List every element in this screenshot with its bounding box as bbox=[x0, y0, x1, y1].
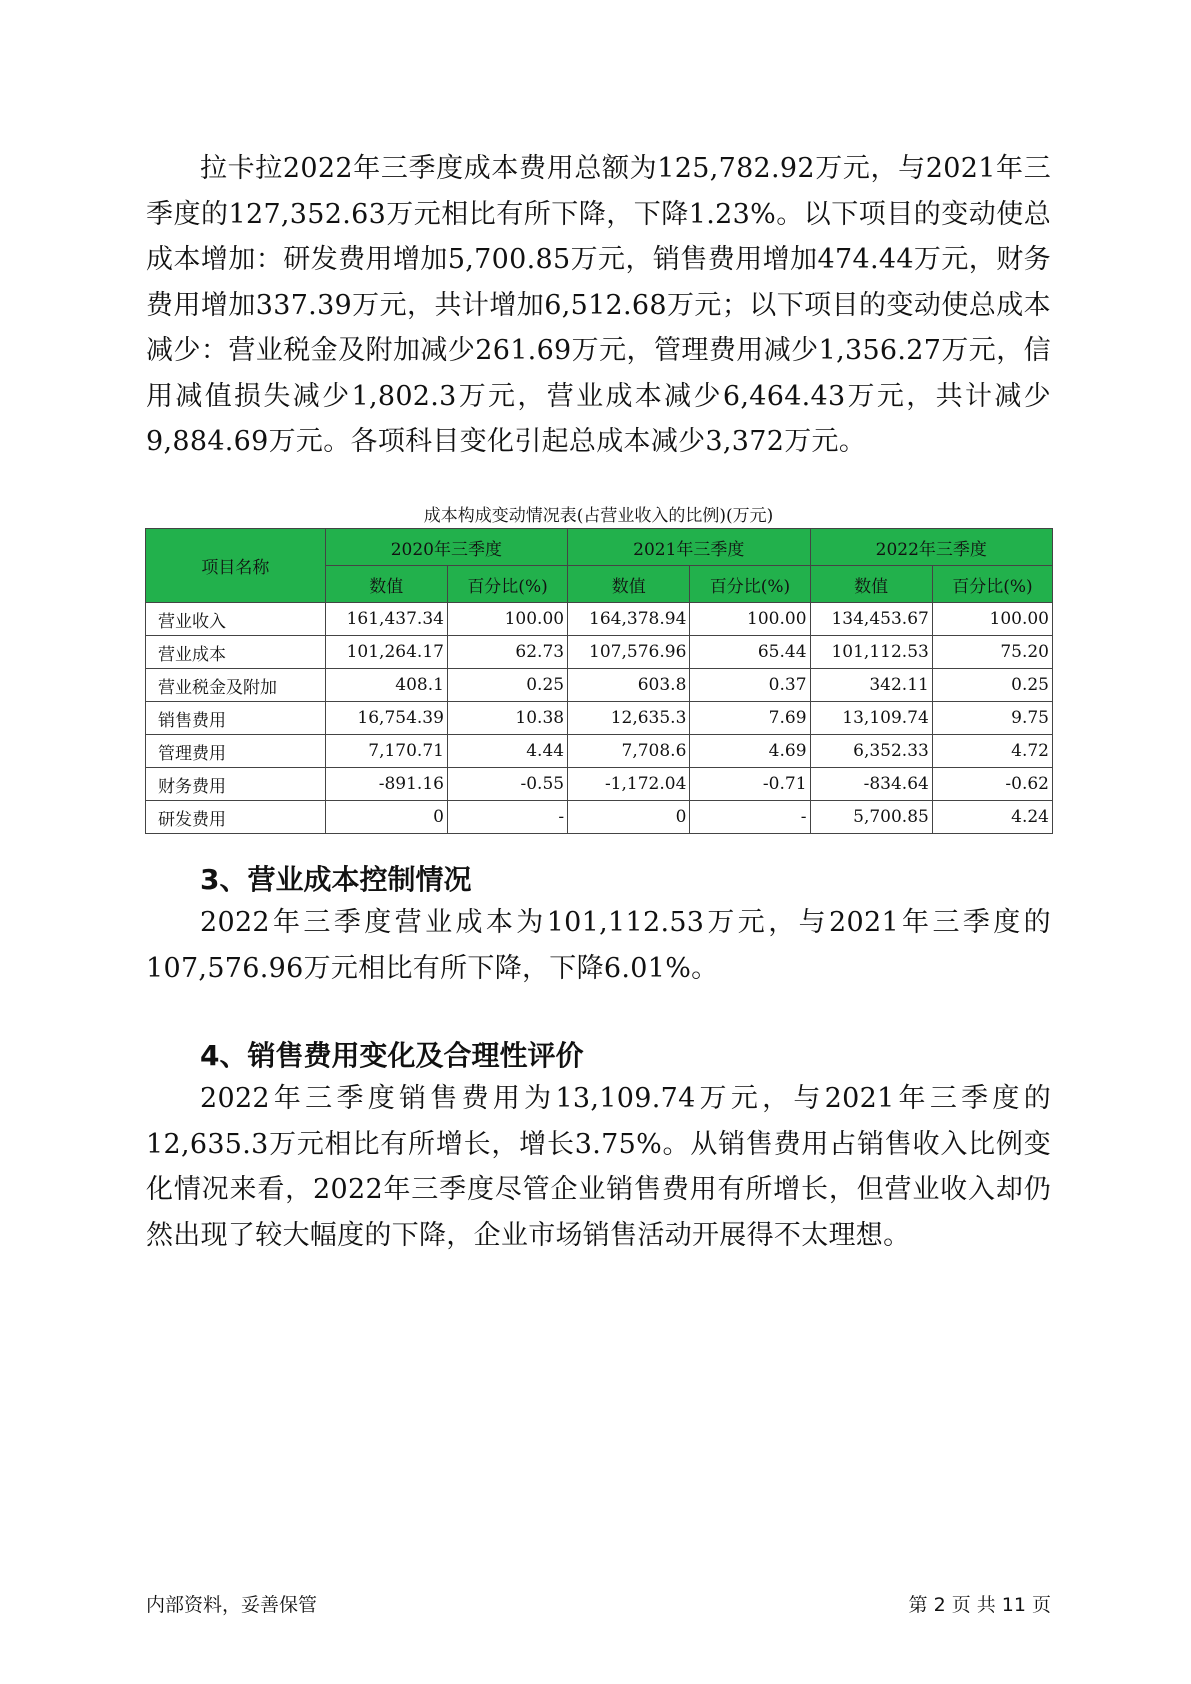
cell: 0.37 bbox=[690, 669, 810, 702]
cell: -891.16 bbox=[325, 768, 447, 801]
paragraph-operating-cost: 2022年三季度营业成本为101,112.53万元，与2021年三季度的107,576.96万元相比有所下降，下降6.01%。 bbox=[146, 907, 1051, 984]
table-row bbox=[146, 669, 1053, 702]
table-row bbox=[146, 702, 1053, 735]
cell: 12,635.3 bbox=[568, 702, 690, 735]
cell: 100.00 bbox=[690, 603, 810, 636]
table-caption: 成本构成变动情况表(占营业收入的比例)(万元) bbox=[423, 506, 774, 526]
cell: 75.20 bbox=[932, 636, 1052, 669]
cell: 100.00 bbox=[932, 603, 1052, 636]
row-name: 销售费用 bbox=[146, 702, 326, 735]
footer-confidential-note: 内部资料，妥善保管 bbox=[146, 1594, 318, 1616]
cell: -0.55 bbox=[447, 768, 567, 801]
table-header-row bbox=[146, 529, 1053, 566]
cell: 408.1 bbox=[325, 669, 447, 702]
cell: 16,754.39 bbox=[325, 702, 447, 735]
cell: 13,109.74 bbox=[810, 702, 932, 735]
cell: 62.73 bbox=[447, 636, 567, 669]
cell: 107,576.96 bbox=[568, 636, 690, 669]
header-value: 数值 bbox=[325, 566, 447, 603]
row-name: 营业税金及附加 bbox=[146, 669, 326, 702]
row-name: 营业成本 bbox=[146, 636, 326, 669]
cell: 7,708.6 bbox=[568, 735, 690, 768]
header-period-2022: 2022年三季度 bbox=[810, 529, 1052, 566]
cell: 6,352.33 bbox=[810, 735, 932, 768]
row-name: 营业收入 bbox=[146, 603, 326, 636]
table-row bbox=[146, 735, 1053, 768]
cell: 4.72 bbox=[932, 735, 1052, 768]
cell: 0.25 bbox=[932, 669, 1052, 702]
table-row bbox=[146, 603, 1053, 636]
cost-structure-table bbox=[145, 528, 1053, 834]
cell: - bbox=[690, 801, 810, 834]
row-name: 管理费用 bbox=[146, 735, 326, 768]
cell: -834.64 bbox=[810, 768, 932, 801]
cell: -0.62 bbox=[932, 768, 1052, 801]
section-heading-operating-cost: 3、营业成本控制情况 bbox=[200, 863, 472, 896]
cell: 0 bbox=[325, 801, 447, 834]
header-pct: 百分比(%) bbox=[690, 566, 810, 603]
cell: 101,112.53 bbox=[810, 636, 932, 669]
cell: 100.00 bbox=[447, 603, 567, 636]
table-row bbox=[146, 636, 1053, 669]
header-period-2020: 2020年三季度 bbox=[325, 529, 567, 566]
cell: 603.8 bbox=[568, 669, 690, 702]
cell: 342.11 bbox=[810, 669, 932, 702]
cell: 65.44 bbox=[690, 636, 810, 669]
cell: 10.38 bbox=[447, 702, 567, 735]
header-value: 数值 bbox=[568, 566, 690, 603]
header-period-2021: 2021年三季度 bbox=[568, 529, 810, 566]
cell: 7,170.71 bbox=[325, 735, 447, 768]
cell: - bbox=[447, 801, 567, 834]
cell: 161,437.34 bbox=[325, 603, 447, 636]
table-row bbox=[146, 801, 1053, 834]
cell: 134,453.67 bbox=[810, 603, 932, 636]
header-item-name: 项目名称 bbox=[146, 529, 326, 603]
row-name: 财务费用 bbox=[146, 768, 326, 801]
section-heading-sales-expense: 4、销售费用变化及合理性评价 bbox=[200, 1039, 584, 1072]
cell: 4.24 bbox=[932, 801, 1052, 834]
table-row bbox=[146, 768, 1053, 801]
cell: 5,700.85 bbox=[810, 801, 932, 834]
cell: -0.71 bbox=[690, 768, 810, 801]
cell: 164,378.94 bbox=[568, 603, 690, 636]
cell: 101,264.17 bbox=[325, 636, 447, 669]
cell: 7.69 bbox=[690, 702, 810, 735]
paragraph-sales-expense: 2022年三季度销售费用为13,109.74万元，与2021年三季度的12,635.3万元相比有所增长，增长3.75%。从销售费用占销售收入比例变化情况来看，2022年三季度尽管企业销售费用有所增长，但营业收入却仍然出现了较大幅度的下降，企业市场销售活动开展得不太理想。 bbox=[146, 1083, 1051, 1251]
paragraph-cost-summary: 拉卡拉2022年三季度成本费用总额为125,782.92万元，与2021年三季度的127,352.63万元相比有所下降，下降1.23%。以下项目的变动使总成本增加：研发费用增加5,700.85万元，销售费用增加474.44万元，财务费用增加337.39万元，共计增加6,512.68万元；以下项目的变动使总成本减少：营业税金及附加减少261.69万元，管理费用减少1,356.27万元，信用减值损失减少1,802.3万元，营业成本减少6,464.43万元，共计减少9,884.69万元。各项科目变化引起总成本减少3,372万元。 bbox=[146, 153, 1051, 457]
row-name: 研发费用 bbox=[146, 801, 326, 834]
header-pct: 百分比(%) bbox=[932, 566, 1052, 603]
cell: 0 bbox=[568, 801, 690, 834]
cell: 4.69 bbox=[690, 735, 810, 768]
cell: 0.25 bbox=[447, 669, 567, 702]
cell: 9.75 bbox=[932, 702, 1052, 735]
cell: -1,172.04 bbox=[568, 768, 690, 801]
header-pct: 百分比(%) bbox=[447, 566, 567, 603]
footer-page-number: 第 2 页 共 11 页 bbox=[908, 1594, 1051, 1616]
header-value: 数值 bbox=[810, 566, 932, 603]
cell: 4.44 bbox=[447, 735, 567, 768]
